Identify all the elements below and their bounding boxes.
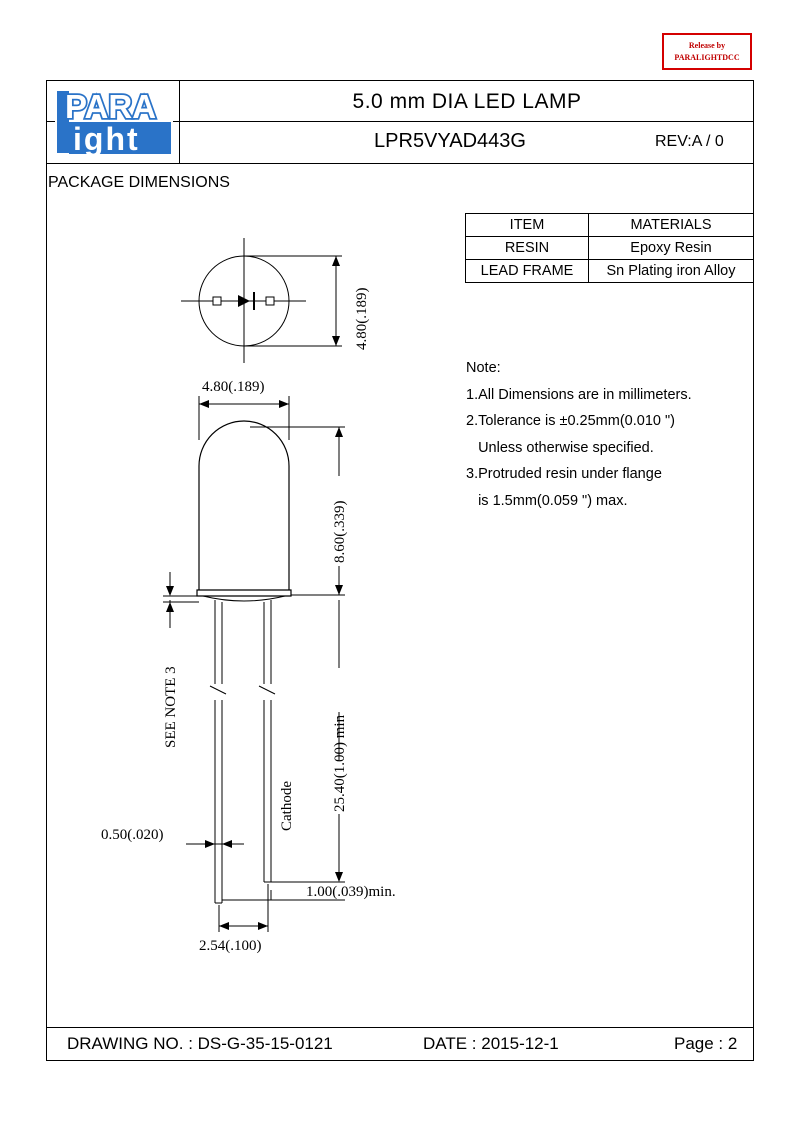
dim-lead-offset: 1.00(.039)min.	[306, 884, 396, 900]
arrow	[332, 336, 340, 346]
lead-pad-right	[266, 297, 274, 305]
drawing-date: DATE : 2015-12-1	[423, 1034, 559, 1053]
arrow	[335, 585, 343, 595]
note-line: Note:	[466, 360, 501, 376]
arrow	[205, 840, 215, 848]
arrow	[166, 586, 174, 596]
dim-top-diameter: 4.80(.189)	[354, 287, 370, 350]
dim-lead-length: 25.40(1.00) min	[332, 714, 348, 812]
page-number: Page : 2	[674, 1034, 738, 1053]
drawing-number: DRAWING NO. : DS-G-35-15-0121	[67, 1034, 333, 1053]
dim-lead-width: 0.50(.020)	[101, 827, 164, 843]
arrow	[222, 840, 232, 848]
arrow	[258, 922, 268, 930]
cathode-label: Cathode	[279, 781, 295, 831]
lead-pad-left	[213, 297, 221, 305]
arrow	[279, 400, 289, 408]
dim-body-height: 8.60(.339)	[332, 500, 348, 563]
dim-body-width: 4.80(.189)	[202, 379, 265, 395]
table-cell: RESIN	[466, 237, 589, 260]
arrow	[199, 400, 209, 408]
note-line: 1.All Dimensions are in millimeters.	[466, 386, 692, 403]
arrow	[219, 922, 229, 930]
table-header-cell: ITEM	[466, 214, 589, 237]
dim-lead-spacing: 2.54(.100)	[199, 938, 262, 954]
revision: REV:A / 0	[655, 133, 724, 150]
led-flange	[197, 590, 291, 596]
arrow	[335, 872, 343, 882]
stamp-line1: Release by	[688, 41, 726, 50]
arrow	[335, 427, 343, 437]
see-note-label: SEE NOTE 3	[163, 666, 179, 748]
lead-left-break	[210, 686, 226, 694]
table-cell: Epoxy Resin	[589, 237, 754, 260]
stamp-line2: PARALIGHTDCC	[674, 53, 740, 62]
logo-text-para: PARA	[65, 88, 157, 125]
table-cell: LEAD FRAME	[466, 260, 589, 283]
table-header-cell: MATERIALS	[589, 214, 754, 237]
note-line: 3.Protruded resin under flange	[466, 466, 662, 482]
note-line: 2.Tolerance is ±0.25mm(0.010 ")	[466, 413, 675, 429]
note-line: Unless otherwise specified.	[466, 439, 654, 456]
logo-text-ight: ight	[73, 121, 140, 157]
section-title: PACKAGE DIMENSIONS	[48, 174, 230, 191]
note-line: is 1.5mm(0.059 ") max.	[466, 492, 628, 509]
lead-right-break	[259, 686, 275, 694]
document-title: 5.0 mm DIA LED LAMP	[352, 90, 582, 113]
led-body	[199, 421, 289, 590]
part-number: LPR5VYAD443G	[374, 130, 526, 152]
arrow	[332, 256, 340, 266]
arrow	[166, 602, 174, 612]
table-cell: Sn Plating iron Alloy	[589, 260, 754, 283]
